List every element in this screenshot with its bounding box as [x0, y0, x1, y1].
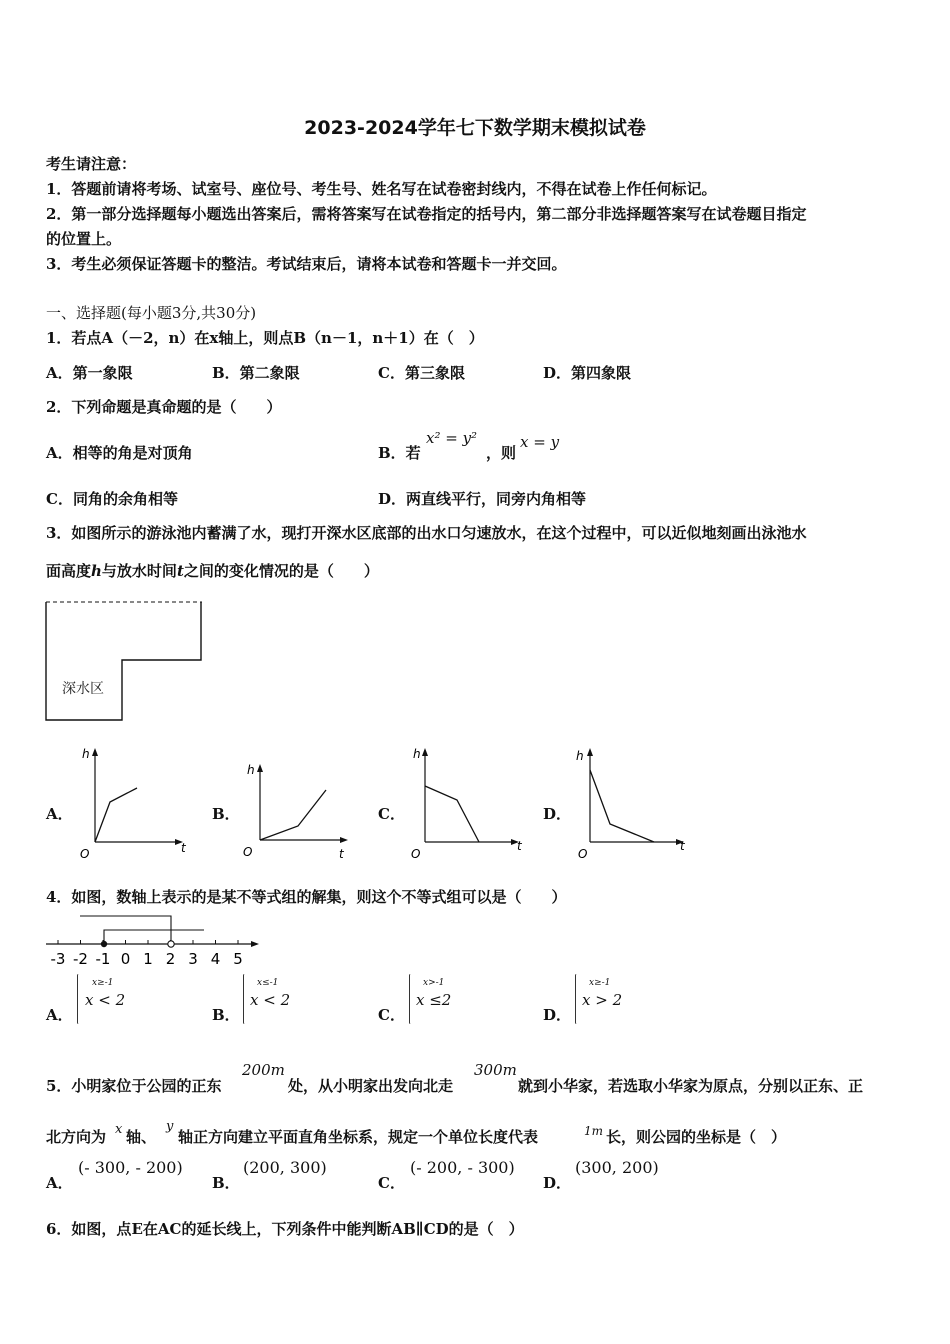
- open-dot: [168, 941, 174, 947]
- notice-item-3: 3．考生必须保证答题卡的整洁。考试结束后，请将本试卷和答题卡一并交回。: [46, 255, 567, 273]
- notice-item-1: 1．答题前请将考场、试室号、座位号、考生号、姓名写在试卷密封线内，不得在试卷上作任何标记。: [46, 180, 717, 198]
- graph-b: [240, 752, 360, 864]
- q5-p2: 处，从小明家出发向北走: [288, 1077, 454, 1095]
- q5-p6: 轴正方向建立平面直角坐标系，规定一个单位长度代表: [178, 1128, 539, 1146]
- graph-a-t: t: [181, 841, 186, 855]
- q5-x: x: [115, 1122, 123, 1137]
- q4-stem: 4．如图，数轴上表示的是某不等式组的解集，则这个不等式组可以是（ ）: [46, 888, 567, 906]
- q3-option-b: B．: [212, 805, 240, 823]
- graph-d-h: h: [576, 749, 584, 763]
- q5-p5: 轴、: [126, 1128, 157, 1146]
- graph-c-h: h: [413, 747, 421, 761]
- q5-option-c: C．: [378, 1174, 405, 1192]
- number-line: [40, 910, 280, 970]
- q5-p7: 长，则公园的坐标是（ ）: [606, 1128, 787, 1146]
- tick-label: 3: [188, 950, 198, 968]
- tick-label: -2: [73, 950, 88, 968]
- q2-option-b-mid: ，则: [486, 444, 517, 462]
- q5-option-b-value: (200, 300): [243, 1158, 327, 1177]
- q5-200m: 200m: [242, 1061, 285, 1079]
- q5-y: y: [166, 1119, 174, 1134]
- q3-option-a: A．: [46, 805, 73, 823]
- q4-d-brace: [575, 974, 578, 1024]
- q3-line2: [46, 560, 379, 581]
- tick-label: -1: [95, 950, 111, 968]
- graph-c-curve: [425, 786, 479, 842]
- q5-option-d: D．: [543, 1174, 572, 1192]
- graph-c: [405, 742, 530, 864]
- q3-var-t: t: [176, 562, 184, 580]
- number-line-arrow: [251, 941, 259, 947]
- graph-a-h: h: [82, 747, 90, 761]
- q3-var-h: h: [91, 562, 102, 580]
- q4-option-c: C．: [378, 1006, 405, 1024]
- q2-option-b-math1: x² = y²: [426, 429, 478, 447]
- q4-a-brace: [77, 974, 80, 1024]
- q4-option-b: B．: [212, 1006, 240, 1024]
- tick-label: 0: [120, 950, 131, 968]
- q5-option-b: B．: [212, 1174, 240, 1192]
- graph-d-curve: [590, 770, 654, 842]
- graph-c-t: t: [517, 839, 522, 853]
- q4-c-bot: x ≤2: [416, 991, 452, 1009]
- section-heading: 一、选择题(每小题3分,共30分): [46, 304, 257, 322]
- closed-dot: [101, 941, 107, 947]
- graph-d-t: t: [680, 839, 685, 853]
- q3-option-d: D．: [543, 805, 572, 823]
- q5-300m: 300m: [474, 1061, 517, 1079]
- q5-p4: 北方向为: [46, 1128, 107, 1146]
- bracket-left: [104, 930, 204, 944]
- graph-d: [570, 742, 695, 864]
- q6-stem: 6．如图，点E在AC的延长线上，下列条件中能判断AB∥CD的是（ ）: [46, 1220, 524, 1238]
- graph-c-o: O: [411, 847, 421, 861]
- notice-heading: 考生请注意：: [46, 155, 137, 173]
- q4-b-brace: [243, 974, 246, 1024]
- graph-d-o: O: [578, 847, 588, 861]
- pool-outline: [46, 602, 201, 720]
- q2-option-b-math2: x = y: [520, 433, 560, 451]
- q4-option-d: D．: [543, 1006, 572, 1024]
- q3-line1: 3．如图所示的游泳池内蓄满了水，现打开深水区底部的出水口匀速放水，在这个过程中，可以近似地刻画出泳池水: [46, 524, 807, 542]
- graph-b-t: t: [339, 847, 344, 861]
- q2-option-d: D．两直线平行，同旁内角相等: [378, 490, 587, 508]
- q5-p1: 5．小明家位于公园的正东: [46, 1077, 222, 1095]
- q4-c-brace: [409, 974, 412, 1024]
- q4-a-top: x≥-1: [92, 978, 114, 988]
- graph-b-o: O: [243, 845, 253, 859]
- q4-b-top: x≤-1: [257, 978, 279, 988]
- q5-option-c-value: (- 200, - 300): [410, 1158, 515, 1177]
- q4-option-a: A．: [46, 1006, 73, 1024]
- tick-label: 4: [210, 950, 221, 968]
- q5-p3: 就到小华家，若选取小华家为原点，分别以正东、正: [518, 1077, 864, 1095]
- q4-d-top: x≥-1: [589, 978, 611, 988]
- notice-item-2a: 2．第一部分选择题每小题选出答案后，需将答案写在试卷指定的括号内，第二部分非选择题答案写在试卷题目指定: [46, 205, 807, 223]
- q5-option-a: A．: [46, 1174, 73, 1192]
- q1-option-b: B．第二象限: [212, 364, 300, 382]
- q4-c-top: x>-1: [423, 978, 445, 988]
- q2-option-b-prefix: B．若: [378, 444, 421, 462]
- q5-option-a-value: (- 300, - 200): [78, 1158, 183, 1177]
- graph-a: [75, 742, 195, 864]
- q1-option-a: A．第一象限: [46, 364, 133, 382]
- pool-label: 深水区: [62, 681, 104, 697]
- q2-option-c: C．同角的余角相等: [46, 490, 178, 508]
- graph-b-h: h: [247, 763, 255, 777]
- q5-option-d-value: (300, 200): [575, 1158, 659, 1177]
- q3-text-c: 之间的变化情况的是（ ）: [183, 562, 379, 580]
- q1-option-c: C．第三象限: [378, 364, 465, 382]
- pool-diagram: [40, 598, 210, 728]
- tick-label: 2: [165, 950, 176, 968]
- q1-stem: 1．若点A（－2，n）在x轴上，则点B（n－1，n＋1）在（ ）: [46, 329, 484, 347]
- q2-option-a: A．相等的角是对顶角: [46, 444, 193, 462]
- graph-b-curve: [260, 790, 326, 840]
- tick-label: 1: [143, 950, 153, 968]
- graph-a-curve: [95, 788, 137, 842]
- tick-label: 5: [233, 950, 243, 968]
- page-title: 2023-2024学年七下数学期末模拟试卷: [304, 117, 646, 139]
- q5-1m: 1m: [584, 1124, 604, 1138]
- q1-option-d: D．第四象限: [543, 364, 632, 382]
- q4-b-bot: x < 2: [250, 991, 291, 1009]
- q2-stem: 2．下列命题是真命题的是（ ）: [46, 398, 282, 416]
- graph-a-o: O: [80, 847, 90, 861]
- q4-d-bot: x > 2: [582, 991, 623, 1009]
- notice-item-2b: 的位置上。: [46, 230, 122, 248]
- q3-text-b: 与放水时间: [101, 562, 177, 580]
- q4-a-bot: x < 2: [85, 991, 126, 1009]
- tick-label: -3: [50, 950, 66, 968]
- q3-text-a: 面高度: [46, 562, 92, 580]
- q3-option-c: C．: [378, 805, 405, 823]
